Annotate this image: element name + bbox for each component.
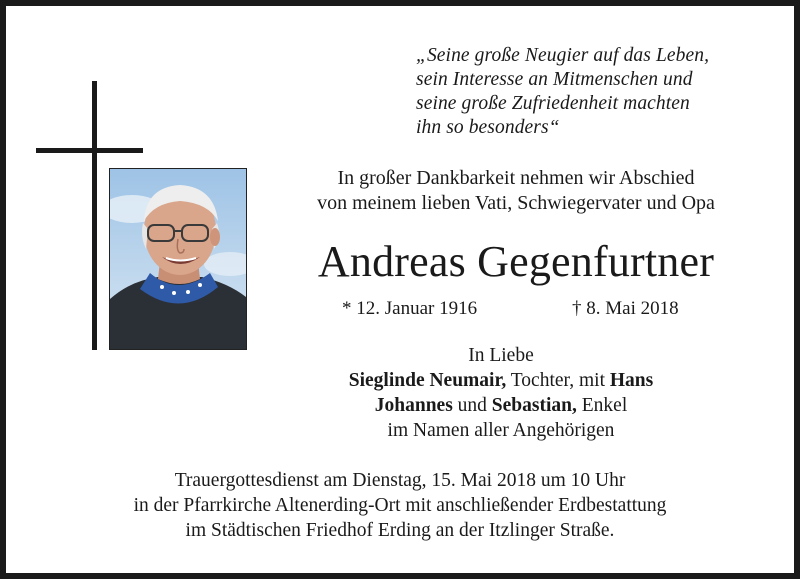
mourners-line: In Liebe bbox=[468, 345, 534, 366]
mourners-line bbox=[261, 393, 741, 418]
funeral-service-info bbox=[6, 468, 794, 543]
quote-line: sein Interesse an Mitmenschen und bbox=[416, 69, 693, 90]
death-date: † 8. Mai 2018 bbox=[572, 298, 679, 319]
mourners-block bbox=[261, 343, 741, 443]
quote-line: seine große Zufriedenheit machten bbox=[416, 93, 690, 114]
quote-line: ihn so besonders“ bbox=[416, 117, 560, 138]
mourner-name: Johannes bbox=[374, 395, 453, 416]
mourner-name: Sebastian, bbox=[491, 395, 577, 416]
service-line: im Städtischen Friedhof Erding an der Itzlinger Straße. bbox=[185, 520, 615, 541]
mourners-text: und bbox=[452, 395, 492, 416]
quote-line: „Seine große Neugier auf das Leben, bbox=[416, 45, 710, 66]
service-line: in der Pfarrkirche Altenerding-Ort mit anschließender Erdbestattung bbox=[133, 495, 667, 516]
mourners-line bbox=[261, 368, 741, 393]
intro-line: von meinem lieben Vati, Schwiegervater und Opa bbox=[317, 192, 715, 214]
mourners-text: Tochter, mit bbox=[506, 370, 610, 391]
mourners-line: im Namen aller Angehörigen bbox=[387, 420, 615, 441]
portrait-photo bbox=[109, 168, 247, 350]
mourners-text: Enkel bbox=[576, 395, 628, 416]
service-line: Trauergottesdienst am Dienstag, 15. Mai 2018 um 10 Uhr bbox=[174, 470, 626, 491]
portrait-illustration bbox=[110, 169, 246, 349]
memorial-quote bbox=[416, 44, 796, 140]
cross-horizontal-bar bbox=[36, 148, 143, 153]
farewell-intro bbox=[261, 166, 771, 216]
mourner-name: Hans bbox=[609, 370, 654, 391]
deceased-name: Andreas Gegenfurtner bbox=[317, 237, 715, 286]
cross-vertical-bar bbox=[92, 81, 97, 350]
mourner-name: Sieglinde Neumair, bbox=[348, 370, 507, 391]
intro-line: In großer Dankbarkeit nehmen wir Abschied bbox=[337, 167, 695, 189]
birth-date: * 12. Januar 1916 bbox=[342, 298, 478, 319]
